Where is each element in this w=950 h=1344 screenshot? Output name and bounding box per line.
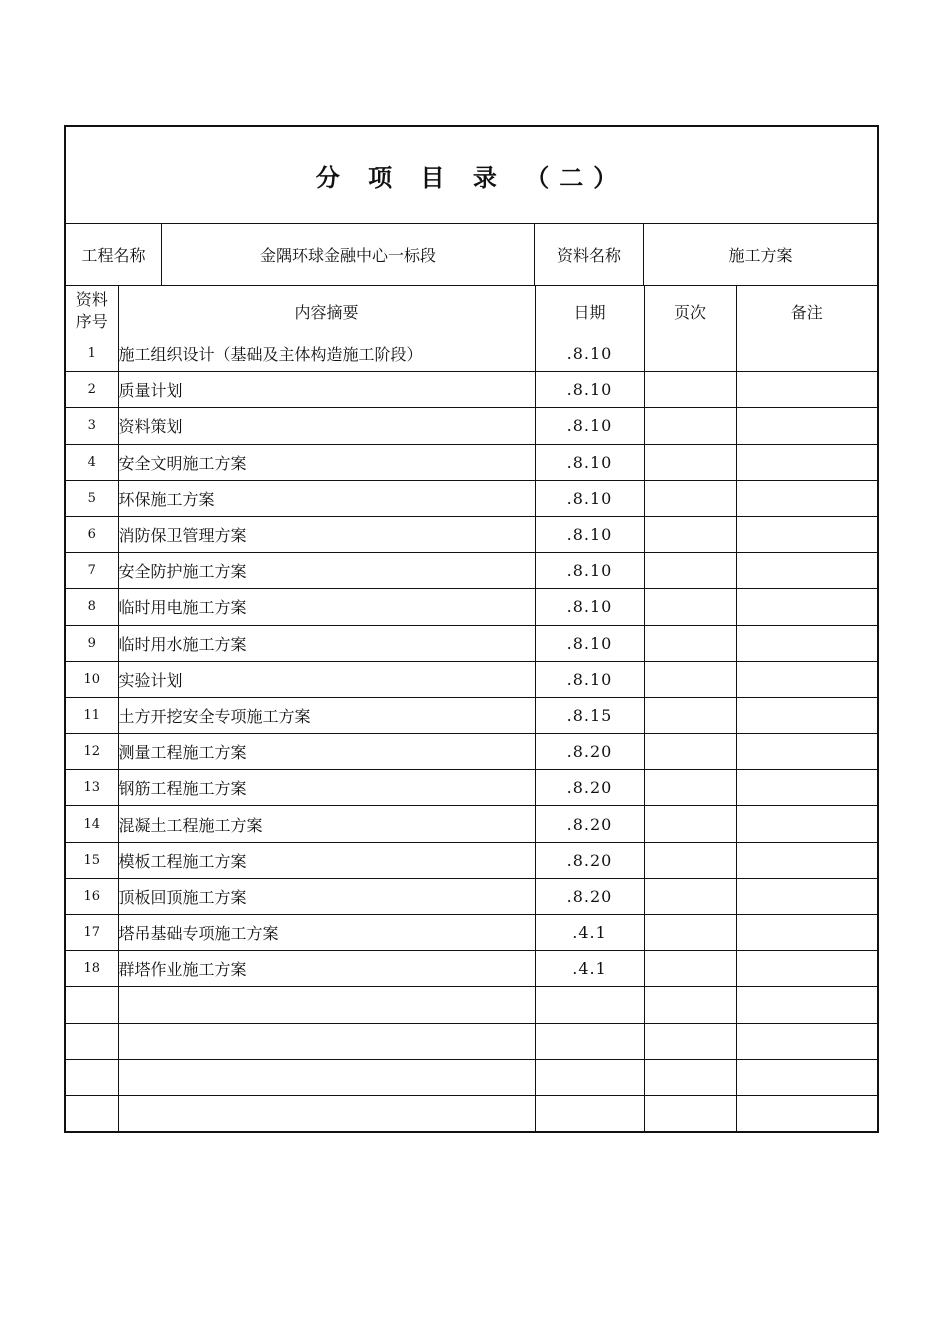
- row-page-cell: [644, 480, 736, 516]
- row-content-cell: 实验计划: [118, 661, 535, 697]
- row-date-cell: [535, 987, 644, 1023]
- row-content-cell: 临时用电施工方案: [118, 589, 535, 625]
- row-content-cell: [118, 1023, 535, 1059]
- catalog-sheet: [64, 125, 879, 1133]
- row-date-cell: .8.10: [535, 408, 644, 444]
- row-page-cell: [644, 915, 736, 951]
- column-header-page: 页次: [644, 286, 736, 336]
- row-seq-cell: [66, 987, 118, 1023]
- row-page-cell: [644, 734, 736, 770]
- project-name-label: 工程名称: [66, 224, 162, 285]
- row-content-cell: 资料策划: [118, 408, 535, 444]
- table-row: [66, 625, 877, 661]
- table-body: [66, 336, 877, 1131]
- row-remark-cell: [736, 770, 877, 806]
- table-row: [66, 372, 877, 408]
- row-content-cell: 塔吊基础专项施工方案: [118, 915, 535, 951]
- row-remark-cell: [736, 1095, 877, 1131]
- table-row: [66, 697, 877, 733]
- table-header-row: [66, 286, 877, 336]
- row-remark-cell: [736, 372, 877, 408]
- material-name-value: 施工方案: [728, 246, 793, 265]
- row-content-cell: 安全文明施工方案: [118, 444, 535, 480]
- table-row: [66, 480, 877, 516]
- row-content-cell: 模板工程施工方案: [118, 842, 535, 878]
- table-row: [66, 661, 877, 697]
- page-title: 分 项 目 录 （二）: [66, 127, 877, 224]
- row-remark-cell: [736, 661, 877, 697]
- row-content-cell: 顶板回顶施工方案: [118, 878, 535, 914]
- row-remark-cell: [736, 480, 877, 516]
- row-content-cell: 质量计划: [118, 372, 535, 408]
- table-row: [66, 1059, 877, 1095]
- row-page-cell: [644, 987, 736, 1023]
- row-remark-cell: [736, 842, 877, 878]
- row-seq-cell: 18: [66, 951, 118, 987]
- table-row: [66, 444, 877, 480]
- row-seq-cell: 16: [66, 878, 118, 914]
- row-seq-cell: [66, 1095, 118, 1131]
- column-header-date: 日期: [535, 286, 644, 336]
- row-page-cell: [644, 625, 736, 661]
- row-content-cell: 测量工程施工方案: [118, 734, 535, 770]
- project-name-value: 金隅环球金融中心一标段: [162, 224, 535, 285]
- row-content-cell: 钢筋工程施工方案: [118, 770, 535, 806]
- row-content-cell: [118, 987, 535, 1023]
- table-row: [66, 553, 877, 589]
- table-row: [66, 987, 877, 1023]
- row-seq-cell: 10: [66, 661, 118, 697]
- row-date-cell: .8.20: [535, 878, 644, 914]
- table-row: [66, 915, 877, 951]
- row-seq-cell: [66, 1059, 118, 1095]
- info-row: [66, 224, 877, 286]
- row-date-cell: .8.20: [535, 806, 644, 842]
- row-seq-cell: 8: [66, 589, 118, 625]
- row-remark-cell: [736, 878, 877, 914]
- row-remark-cell: [736, 553, 877, 589]
- row-page-cell: [644, 770, 736, 806]
- table-row: [66, 516, 877, 552]
- row-page-cell: [644, 806, 736, 842]
- row-remark-cell: [736, 1059, 877, 1095]
- row-page-cell: [644, 372, 736, 408]
- column-header-seq-line1: 资料: [75, 290, 108, 309]
- row-content-cell: [118, 1095, 535, 1131]
- row-content-cell: 混凝土工程施工方案: [118, 806, 535, 842]
- table-row: [66, 589, 877, 625]
- row-seq-cell: 13: [66, 770, 118, 806]
- row-page-cell: [644, 589, 736, 625]
- row-remark-cell: [736, 951, 877, 987]
- row-seq-cell: 15: [66, 842, 118, 878]
- row-seq-cell: 4: [66, 444, 118, 480]
- table-row: [66, 336, 877, 372]
- row-remark-cell: [736, 336, 877, 372]
- table-row: [66, 408, 877, 444]
- table-row: [66, 734, 877, 770]
- row-date-cell: .8.10: [535, 372, 644, 408]
- row-page-cell: [644, 878, 736, 914]
- row-seq-cell: 2: [66, 372, 118, 408]
- row-page-cell: [644, 444, 736, 480]
- row-date-cell: .8.10: [535, 444, 644, 480]
- row-date-cell: .8.10: [535, 589, 644, 625]
- row-date-cell: [535, 1059, 644, 1095]
- row-date-cell: .8.20: [535, 770, 644, 806]
- row-remark-cell: [736, 987, 877, 1023]
- row-date-cell: .8.20: [535, 734, 644, 770]
- row-remark-cell: [736, 806, 877, 842]
- row-page-cell: [644, 336, 736, 372]
- row-seq-cell: 12: [66, 734, 118, 770]
- row-page-cell: [644, 516, 736, 552]
- column-header-content: 内容摘要: [118, 286, 535, 336]
- row-date-cell: [535, 1095, 644, 1131]
- row-seq-cell: 9: [66, 625, 118, 661]
- row-page-cell: [644, 1095, 736, 1131]
- row-content-cell: 施工组织设计（基础及主体构造施工阶段）: [118, 336, 535, 372]
- row-page-cell: [644, 661, 736, 697]
- row-content-cell: 消防保卫管理方案: [118, 516, 535, 552]
- row-remark-cell: [736, 697, 877, 733]
- row-remark-cell: [736, 734, 877, 770]
- row-content-cell: 安全防护施工方案: [118, 553, 535, 589]
- row-content-cell: 临时用水施工方案: [118, 625, 535, 661]
- table-row: [66, 878, 877, 914]
- row-page-cell: [644, 951, 736, 987]
- row-date-cell: .8.10: [535, 336, 644, 372]
- row-remark-cell: [736, 625, 877, 661]
- row-date-cell: .4.1: [535, 951, 644, 987]
- row-date-cell: .8.20: [535, 842, 644, 878]
- row-page-cell: [644, 697, 736, 733]
- row-date-cell: .4.1: [535, 915, 644, 951]
- row-seq-cell: [66, 1023, 118, 1059]
- row-date-cell: .8.10: [535, 480, 644, 516]
- row-page-cell: [644, 1023, 736, 1059]
- row-remark-cell: [736, 589, 877, 625]
- row-seq-cell: 17: [66, 915, 118, 951]
- row-date-cell: .8.10: [535, 553, 644, 589]
- table-row: [66, 842, 877, 878]
- row-remark-cell: [736, 1023, 877, 1059]
- row-date-cell: [535, 1023, 644, 1059]
- table-row: [66, 770, 877, 806]
- row-remark-cell: [736, 408, 877, 444]
- row-seq-cell: 3: [66, 408, 118, 444]
- row-page-cell: [644, 1059, 736, 1095]
- material-name-label: 资料名称: [535, 224, 644, 285]
- column-header-seq: [66, 286, 118, 336]
- row-date-cell: .8.10: [535, 625, 644, 661]
- row-page-cell: [644, 553, 736, 589]
- table-row: [66, 806, 877, 842]
- row-seq-cell: 1: [66, 336, 118, 372]
- row-seq-cell: 6: [66, 516, 118, 552]
- table-row: [66, 1023, 877, 1059]
- row-content-cell: 环保施工方案: [118, 480, 535, 516]
- row-seq-cell: 5: [66, 480, 118, 516]
- row-seq-cell: 11: [66, 697, 118, 733]
- column-header-seq-line2: 序号: [75, 312, 108, 331]
- row-content-cell: 土方开挖安全专项施工方案: [118, 697, 535, 733]
- catalog-table: [66, 286, 877, 1131]
- table-row: [66, 951, 877, 987]
- row-page-cell: [644, 408, 736, 444]
- row-page-cell: [644, 842, 736, 878]
- row-date-cell: .8.15: [535, 697, 644, 733]
- row-date-cell: .8.10: [535, 661, 644, 697]
- row-content-cell: [118, 1059, 535, 1095]
- row-remark-cell: [736, 915, 877, 951]
- row-date-cell: .8.10: [535, 516, 644, 552]
- row-remark-cell: [736, 444, 877, 480]
- row-seq-cell: 7: [66, 553, 118, 589]
- row-seq-cell: 14: [66, 806, 118, 842]
- column-header-remark: 备注: [790, 302, 823, 322]
- row-content-cell: 群塔作业施工方案: [118, 951, 535, 987]
- row-remark-cell: [736, 516, 877, 552]
- table-row: [66, 1095, 877, 1131]
